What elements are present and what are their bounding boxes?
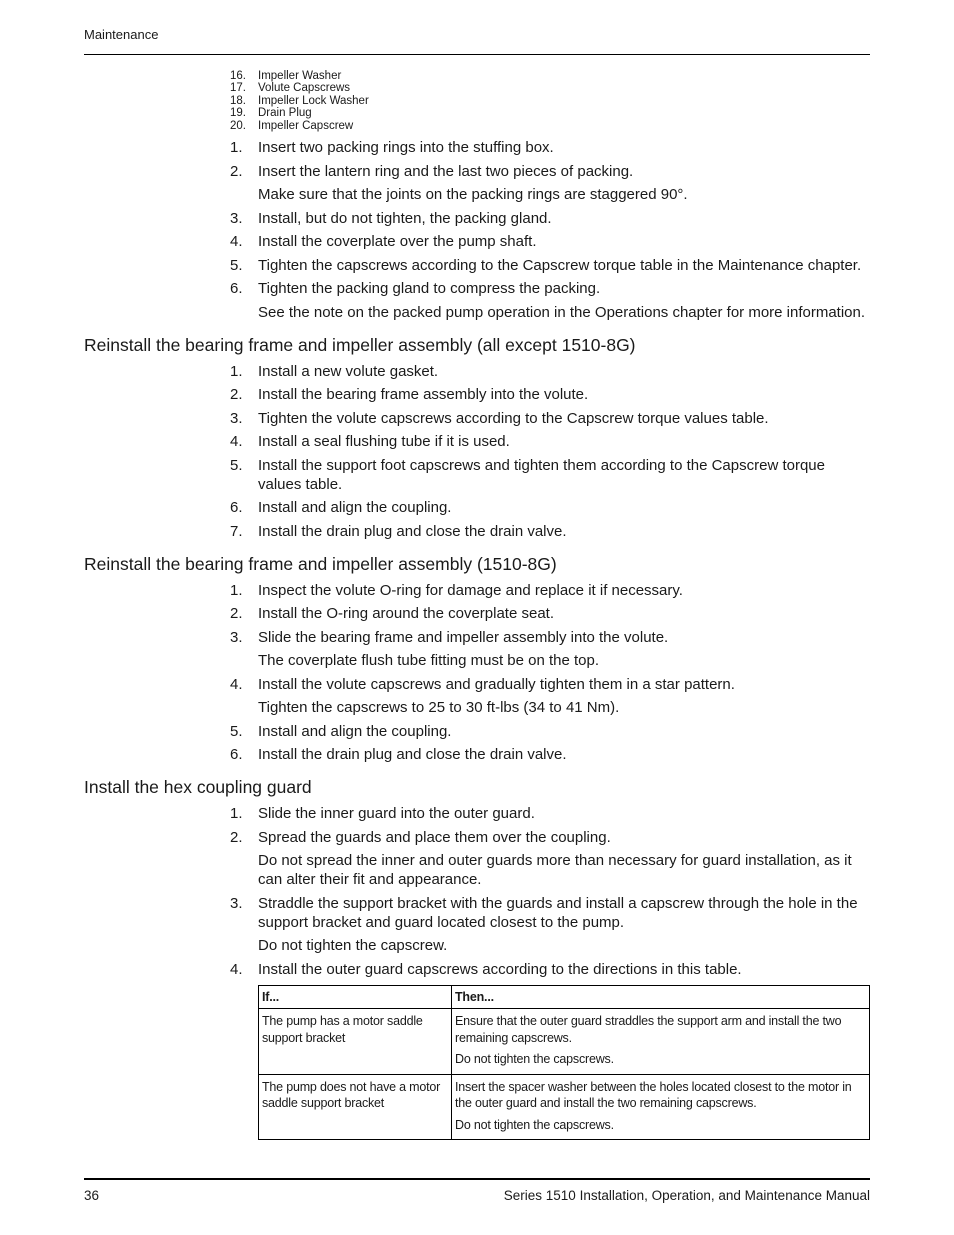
step-item <box>230 432 870 451</box>
step-text: Spread the guards and place them over the coupling. <box>258 828 611 846</box>
step-number: 2. <box>230 828 243 846</box>
cell-text: Insert the spacer washer between the holes located closest to the motor in the outer guard and install the two remaining capscrews. <box>455 1079 852 1111</box>
column-header-then: Then... <box>452 985 870 1009</box>
step-note: Tighten the capscrews to 25 to 30 ft-lbs (34 to 41 Nm). <box>258 699 620 717</box>
step-number: 4. <box>230 233 243 251</box>
step-text: Insert two packing rings into the stuffing box. <box>258 139 554 157</box>
step-item <box>230 138 870 157</box>
step-text: Tighten the packing gland to compress the packing. <box>258 280 601 298</box>
reinstall-steps-8g <box>230 581 870 765</box>
step-text: Install the bearing frame assembly into the volute. <box>258 386 589 404</box>
step-item <box>230 894 870 932</box>
section-heading: Reinstall the bearing frame and impeller assembly (all except 1510-8G) <box>84 334 636 355</box>
step-text: Tighten the capscrews according to the Capscrew torque table in the Maintenance chapter. <box>258 256 862 274</box>
step-number: 1. <box>230 139 243 157</box>
step-text: Install a seal flushing tube if it is used. <box>258 433 510 451</box>
column-header-if: If... <box>259 985 452 1009</box>
step-number: 6. <box>230 499 243 517</box>
step-item <box>230 279 870 298</box>
step-item <box>230 209 870 228</box>
step-number: 6. <box>230 280 243 298</box>
packing-steps <box>230 138 870 322</box>
step-number: 2. <box>230 605 243 623</box>
legend-number: 17. <box>230 82 246 95</box>
page-number: 36 <box>84 1188 100 1203</box>
step-item <box>230 960 870 979</box>
step-number: 3. <box>230 894 243 912</box>
legend-item <box>230 82 870 94</box>
legend-number: 19. <box>230 107 246 120</box>
step-number: 2. <box>230 386 243 404</box>
legend-label: Impeller Lock Washer <box>258 94 369 107</box>
step-text: Slide the inner guard into the outer guard. <box>258 805 535 823</box>
legend-item <box>230 95 870 107</box>
step-text: Tighten the volute capscrews according to the Capscrew torque values table. <box>258 409 769 427</box>
hex-guard-steps <box>230 804 870 979</box>
table-header-row <box>259 985 870 1009</box>
step-item <box>230 232 870 251</box>
step-number: 3. <box>230 628 243 646</box>
step-item <box>230 409 870 428</box>
legend-item <box>230 70 870 82</box>
step-item <box>230 522 870 541</box>
legend-number: 20. <box>230 119 246 132</box>
step-text: Install the drain plug and close the drain valve. <box>258 522 567 540</box>
step-number: 6. <box>230 746 243 764</box>
step-number: 7. <box>230 522 243 540</box>
footer-divider <box>84 1178 870 1180</box>
step-number: 5. <box>230 256 243 274</box>
legend-number: 16. <box>230 70 246 82</box>
step-item <box>230 804 870 823</box>
step-text: Install and align the coupling. <box>258 722 452 740</box>
step-item <box>230 256 870 275</box>
table-cell-if: The pump does not have a motor saddle support bracket <box>259 1074 452 1140</box>
header-divider <box>84 54 870 55</box>
step-note: Do not tighten the capscrew. <box>258 937 448 955</box>
step-number: 5. <box>230 722 243 740</box>
step-item <box>230 385 870 404</box>
step-note: Do not spread the inner and outer guards more than necessary for guard installation, as it can alter their fit and appearance. <box>258 852 852 889</box>
step-note: The coverplate flush tube fitting must be on the top. <box>258 652 600 670</box>
step-text: Install the outer guard capscrews according to the directions in this table. <box>258 960 742 978</box>
table-cell-then <box>452 1074 870 1140</box>
page-body <box>84 70 870 1140</box>
step-text: Insert the lantern ring and the last two pieces of packing. <box>258 162 634 180</box>
cell-note: Do not tighten the capscrews. <box>455 1117 614 1132</box>
legend-label: Impeller Capscrew <box>258 119 354 132</box>
step-text: Install a new volute gasket. <box>258 362 439 380</box>
step-item <box>230 628 870 647</box>
step-item <box>230 162 870 181</box>
step-item <box>230 828 870 847</box>
step-number: 3. <box>230 409 243 427</box>
legend-label: Impeller Washer <box>258 70 342 82</box>
step-item <box>230 456 870 494</box>
step-text: Install, but do not tighten, the packing gland. <box>258 209 552 227</box>
manual-title: Series 1510 Installation, Operation, and Maintenance Manual <box>503 1188 870 1203</box>
step-item <box>230 745 870 764</box>
step-number: 1. <box>230 362 243 380</box>
step-text: Slide the bearing frame and impeller assembly into the volute. <box>258 628 669 646</box>
step-item <box>230 362 870 381</box>
table-cell-if: The pump has a motor saddle support bracket <box>259 1009 452 1075</box>
parts-legend <box>230 70 870 132</box>
step-number: 1. <box>230 581 243 599</box>
step-text: Straddle the support bracket with the guards and install a capscrew through the hole in the support bracket and guard located closest to the pump. <box>258 894 858 931</box>
step-note: See the note on the packed pump operation in the Operations chapter for more information. <box>258 303 866 321</box>
step-number: 4. <box>230 675 243 693</box>
step-item <box>230 581 870 600</box>
cell-text: Ensure that the outer guard straddles the support arm and install the two remaining capscrews. <box>455 1014 842 1045</box>
step-number: 2. <box>230 162 243 180</box>
step-text: Install the volute capscrews and gradually tighten them in a star pattern. <box>258 675 735 693</box>
step-number: 3. <box>230 209 243 227</box>
step-text: Inspect the volute O-ring for damage and replace it if necessary. <box>258 581 683 599</box>
step-number: 1. <box>230 805 243 823</box>
step-item <box>230 722 870 741</box>
table-row <box>259 1074 870 1140</box>
table-cell-then <box>452 1009 870 1075</box>
step-number: 4. <box>230 960 243 978</box>
running-header: Maintenance <box>84 27 159 42</box>
cell-note: Do not tighten the capscrews. <box>455 1052 614 1067</box>
step-text: Install the drain plug and close the drain valve. <box>258 746 567 764</box>
step-text: Install and align the coupling. <box>258 499 452 517</box>
step-number: 5. <box>230 456 243 474</box>
table-row <box>259 1009 870 1075</box>
step-item <box>230 498 870 517</box>
guard-capscrew-table <box>258 985 870 1141</box>
section-heading: Install the hex coupling guard <box>84 777 312 798</box>
step-number: 4. <box>230 433 243 451</box>
step-text: Install the coverplate over the pump shaft. <box>258 233 537 251</box>
legend-label: Volute Capscrews <box>258 82 351 95</box>
step-text: Install the support foot capscrews and tighten them according to the Capscrew torque values table. <box>258 456 825 493</box>
reinstall-steps-all-except <box>230 362 870 541</box>
step-text: Install the O-ring around the coverplate seat. <box>258 605 555 623</box>
step-item <box>230 604 870 623</box>
legend-item <box>230 107 870 119</box>
legend-number: 18. <box>230 94 246 107</box>
step-item <box>230 675 870 694</box>
section-heading: Reinstall the bearing frame and impeller assembly (1510-8G) <box>84 553 557 574</box>
step-note: Make sure that the joints on the packing rings are staggered 90°. <box>258 186 688 204</box>
legend-item <box>230 120 870 132</box>
legend-label: Drain Plug <box>258 107 312 120</box>
